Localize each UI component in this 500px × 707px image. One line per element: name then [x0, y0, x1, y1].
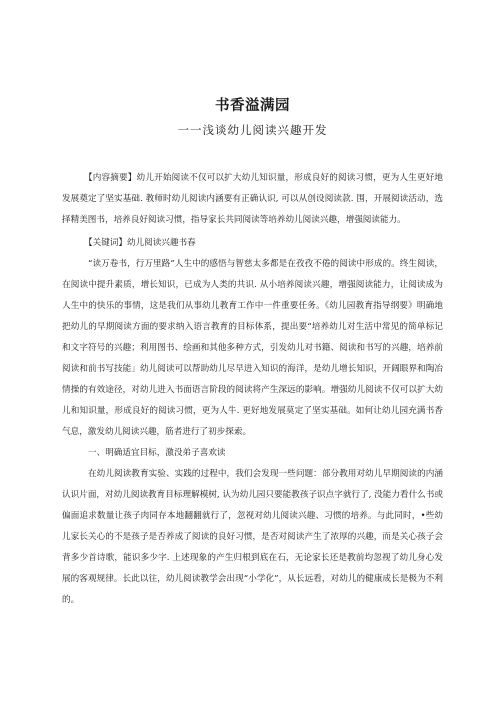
section-1-paragraph: 在幼儿阅读教育实验、实践的过程中，我们会发现一些问题：部分教用对幼儿早期阅读的内涵认识片面，对幼儿阅读教育目标理解模树, 认为幼儿园只要能教孩子识点字就行了, 没能力看什么书或偏面追求数量让孩子肉同存本地翻翻就行了，忽视对幼儿阅读兴趣、习惯的培养。与此同时，•些幼儿家长关心的不是孩子是否养成了阅读的良好习惯，是否对阅读产生了浓厚的兴趣，而是关心孩子会背多少首诗歌，能识多少字. 上述现象的产生归根到底在石，无论家长还是教前均忽视了幼儿身心发展的客观规律。长此以往，幼儿阅读教学会出现“小学化”，从长远看，对幼儿的健康成长是极为不利的。 [62, 469, 443, 605]
document-subtitle: 一一浅谈幼儿阅读兴趣开发 [177, 123, 328, 137]
abstract-paragraph: 【内容摘要】幼儿开始阅读不仅可以扩大幼儿知识量，形成良好的阅读习惯，更为人生更好地发展奠定了坚实基础. 教师时幼儿阅读内涵要有正确认识, 可以从创设阅读款. 围，开展阅读活动，选择精美图书，培养良好阅读习惯，指导家长共同阅读等培养幼儿阅读兴趣，增强阅读能力。 [62, 173, 443, 225]
intro-paragraph: “读万卷书，行万里路”人生中的感悟与智慈太多都是在孜孜不倦的阅读中形成的。终生阅读，在阅读中提升素质，增长知识，已成为人类的共识. 从小培养阅读兴趣，增强阅读能力，让阅读成为人生中的快乐的事情，这是我们从事幼儿教育工作中一件重要任务。《幼儿园教育指导纲要》明确地把幼儿的早期阅读方面的要求纳入语言教育的目标体系，提出要“培养幼儿对生活中常见的简单标记和文字符号的兴趣；利用图书、绘画和其他多种方式，引发幼儿对书籍、阅读和书写的兴趣，培养前阅读和前书写技能」幼儿阅读可以帮助幼儿尽早进入知识的海洋，是幼儿增长知识，开阔眼界和陶冶情操的有效途径，对幼儿进入书面语言阶段的阅读将产生深远的影响。增强幼儿阅读不仅可以扩大幼儿和知识量，形成良好的阅读习惯，更为人牛. 更好地发展莫定了坚实基础。如何让幼儿园充满书香气息，激发幼儿阅读兴趣，筋者进行了初步探索。 [62, 259, 443, 437]
section-heading-1: 一、明确适宜目标，激没弟子喜欢读 [88, 448, 226, 458]
document-title: 书香溢满园 [215, 97, 290, 114]
keywords-line: 【关键词】幼儿阅读兴趣书春 [84, 238, 196, 248]
